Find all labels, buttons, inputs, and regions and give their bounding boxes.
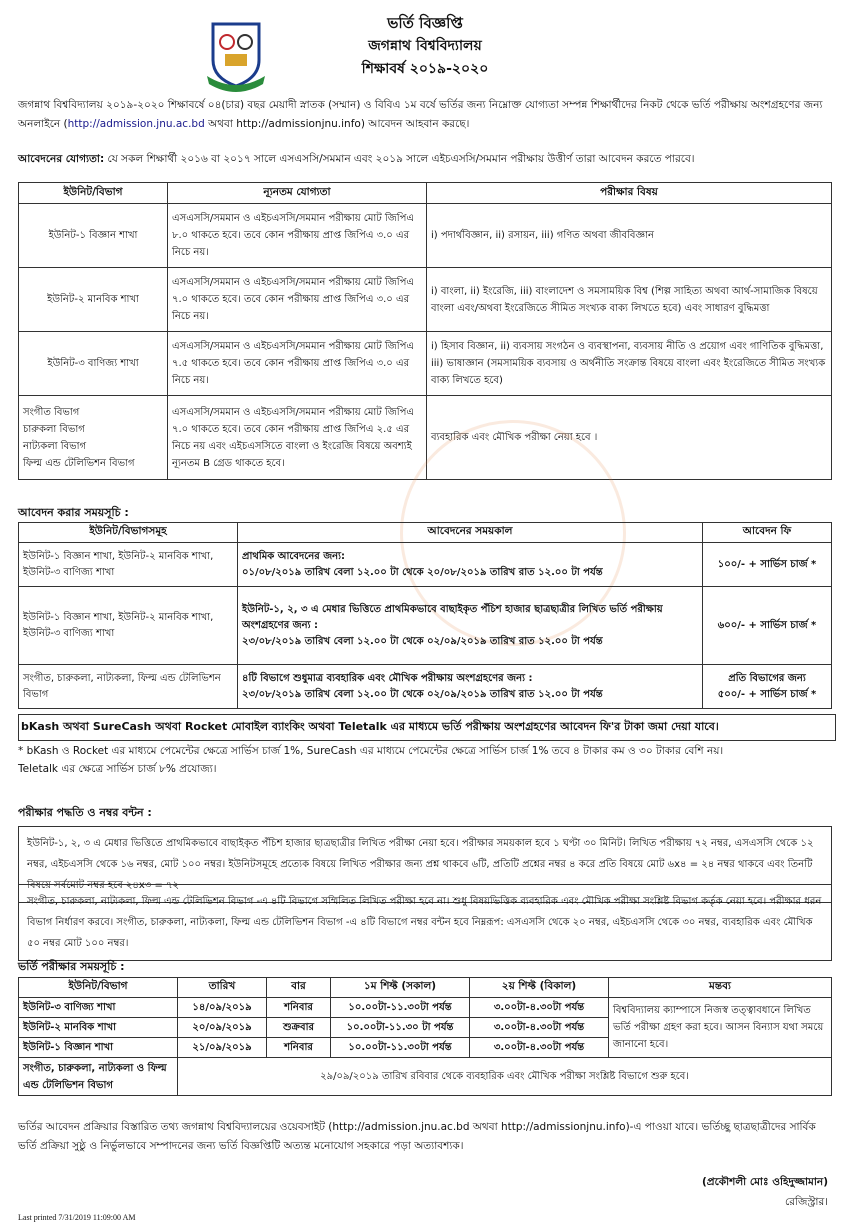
intro-text-2-mid: অথবা http://admissionjnu.info) আবেদন আহবান করছে। xyxy=(204,118,470,130)
written-exam-box: ইউনিট-১, ২, ৩ এ মেধার ভিত্তিতে প্রাথমিকভাবে বাছাইকৃত পঁচিশ হাজার ছাত্রছাত্রীর লিখিত পরীক্ষা নেয়া হবে। পরীক্ষার সময়কাল হবে ১ ঘণ্টা ৩০ মিনিট। লিখিত পরীক্ষায় ৭২ নম্বর, এসএসসি থেকে ১২ নম্বর, এইচএসসি থেকে ১৬ নম্বর, মোট ১০০ নম্বর। ইউনিটসমূহে প্রত্যেক বিষয়ে লিখিত পরীক্ষার জন্য প্রশ্ন থাকবে ৬টি, প্রতিটি প্রশ্নের নম্বর ৪ করে প্রতি বিষয়ে মোট ৬x৪ = ২৪ নম্বর থাকবে এবং তিনটি বিষয়ে সর্বমোট নম্বর হবে ২৪x৩ = ৭২ xyxy=(18,826,832,903)
shift-2-cell: ৩.০০টা-৪.৩০টা পর্যন্ত xyxy=(470,1038,609,1058)
period-cell xyxy=(238,665,703,709)
payment-methods-line: bKash অথবা SureCash অথবা Rocket মোবাইল ব্যাংকিং অথবা Teletalk এর মাধ্যমে ভর্তি পরীক্ষায় অংশগ্রহণের আবেদন ফি'র টাকা জমা দেয়া যাবে। xyxy=(18,714,836,741)
fee-cell xyxy=(703,665,832,709)
col-requirement: ন্যূনতম যোগ্যতা xyxy=(168,183,427,204)
payment-note-1: * bKash ও Rocket এর মাধ্যমে পেমেন্টের ক্ষেত্রে সার্ভিস চার্জ 1%, SureCash এর মাধ্যমে পেমেন্টের ক্ষেত্রে সার্ভিস চার্জ 1% তবে ৪ টাকার কম ও ৩০ টাকার বেশি নয়। xyxy=(18,745,724,757)
requirement-cell: এসএসসি/সমমান ও এইচএসসি/সমমান পরীক্ষায় মোট জিপিএ ৭.৫ থাকতে হবে। তবে কোন পরীক্ষায় প্রাপ্ত জিপিএ ৩.০ এর নিচে নয়। xyxy=(168,332,427,396)
col-day: বার xyxy=(267,978,331,998)
subject-cell: i) বাংলা, ii) ইংরেজি, iii) বাংলাদেশ ও সমসাময়িক বিশ্ব (শিল্প সাহিত্য অথবা আর্থ-সামাজিক বিষয়ে বাংলা এবং/অথবা ইংরেজিতে সীমিত সংখ্যক বাক্য লিখতে হবে) এবং সাধারণ বুদ্ধিমত্তা xyxy=(427,268,832,332)
signer-name: (প্রকৌশলী মোঃ ওহিদুজ্জামান) xyxy=(701,1176,828,1188)
table-header-row xyxy=(19,523,832,543)
col-shift-2: ২য় শিফ্ট (বিকাল) xyxy=(470,978,609,998)
day-cell: শনিবার xyxy=(267,1038,331,1058)
period-dates: ০১/০৮/২০১৯ তারিখ বেলা ১২.০০ টা থেকে ২০/০৮/২০১৯ তারিখ রাত ১২.০০ টা পর্যন্ত xyxy=(242,566,603,578)
intro-paragraph xyxy=(18,96,833,134)
date-cell: ১৪/০৯/২০১৯ xyxy=(178,998,267,1018)
payment-notes xyxy=(18,742,833,778)
col-units: ইউনিট/বিভাগসমূহ xyxy=(19,523,238,543)
shift-2-cell: ৩.০০টা-৪.৩০টা পর্যন্ত xyxy=(470,998,609,1018)
table-row xyxy=(19,268,832,332)
payment-note-2: Teletalk এর ক্ষেত্রে সার্ভিস চার্জ ৮% প্রযোজ্য। xyxy=(18,763,217,775)
table-row xyxy=(19,587,832,665)
exam-schedule-table xyxy=(18,977,832,1096)
table-header-row xyxy=(19,978,832,998)
exam-schedule-title: ভর্তি পরীক্ষার সময়সূচি : xyxy=(18,960,125,973)
application-schedule-table xyxy=(18,522,832,709)
table-row xyxy=(19,543,832,587)
requirement-cell: এসএসসি/সমমান ও এইচএসসি/সমমান পরীক্ষায় মোট জিপিএ ৭.০ থাকতে হবে। তবে কোন পরীক্ষায় প্রাপ্ত জিপিএ ৩.০ এর নিচে নয়। xyxy=(168,268,427,332)
intro-text-1: জগন্নাথ বিশ্ববিদ্যালয় ২০১৯-২০২০ শিক্ষাবর্ষে ০৪(চার) বছর মেয়াদী স্নাতক (সম্মান) ও বিবিএ ১ম বর্ষে ভর্তির জন্য নিম্নোক্ত যোগ্যতা সম্পন্ন শিক্ষার্থীদের নিকট থেকে ভর্তি পরীক্ষায় xyxy=(18,99,748,111)
period-dates: ২৩/০৮/২০১৯ তারিখ বেলা ১২.০০ টা থেকে ০২/০৯/২০১৯ তারিখ রাত ১২.০০ টা পর্যন্ত xyxy=(242,635,603,647)
shift-1-cell: ১০.০০টা-১১.৩০ টা পর্যন্ত xyxy=(331,1018,470,1038)
admission-link[interactable]: http://admission.jnu.ac.bd xyxy=(67,118,205,130)
academic-session: শিক্ষাবর্ষ ২০১৯-২০২০ xyxy=(361,61,489,77)
day-cell: শনিবার xyxy=(267,998,331,1018)
requirement-cell: এসএসসি/সমমান ও এইচএসসি/সমমান পরীক্ষায় মোট জিপিএ ৮.০ থাকতে হবে। তবে কোন পরীক্ষায় প্রাপ্ত জিপিএ ৩.০ এর নিচে নয়। xyxy=(168,204,427,268)
subject-cell: i) হিসাব বিজ্ঞান, ii) ব্যবসায় সংগঠন ও ব্যবস্থাপনা, ব্যবসায় নীতি ও প্রয়োগ এবং গাণিতিক বুদ্ধিমত্তা, iii) ভাষাজ্ঞান (সমসাময়িক ব্যবসায় ও অর্থনীতি সংক্রান্ত বিষয়ে বাংলা এবং ইংরেজিতে সীমিত সংখ্যক বাক্য লিখতে হবে) xyxy=(427,332,832,396)
period-title: প্রাথমিক আবেদনের জন্য: xyxy=(242,550,346,562)
table-row xyxy=(19,204,832,268)
subject-cell: ব্যবহারিক এবং মৌখিক পরীক্ষা নেয়া হবে । xyxy=(427,396,832,480)
date-cell: ২১/০৯/২০১৯ xyxy=(178,1038,267,1058)
fee-title: প্রতি বিভাগের জন্য xyxy=(728,672,806,684)
unit-cell: ইউনিট-৩ বাণিজ্য শাখা xyxy=(19,998,178,1018)
eligibility-text: যে সকল শিক্ষার্থী ২০১৬ বা ২০১৭ সালে এসএসসি/সমমান এবং ২০১৯ সালে এইচএসসি/সমমান পরীক্ষায় উত্তীর্ণ তারা আবেদন করতে পারবে। xyxy=(107,153,695,165)
practical-start-cell: ২৯/০৯/২০১৯ তারিখ রবিবার থেকে ব্যবহারিক এবং মৌখিক পরীক্ষা সংশ্লিষ্ট বিভাগে শুরু হবে। xyxy=(178,1058,832,1096)
footer-paragraph: ভর্তির আবেদন প্রক্রিয়ার বিস্তারিত তথ্য জগন্নাথ বিশ্ববিদ্যালয়ের ওয়েবসাইট (http://admission.jnu.ac.bd অথবা http://admissionjnu.info)-এ পাওয়া যাবে। ভর্তিচ্ছু ছাত্রছাত্রীদের সার্বিক ভর্তি প্রক্রিয়া সুষ্ঠু ও নির্ভুলভাবে সম্পাদনের জন্য ভর্তি বিজ্ঞপ্তিটি অত্যন্ত মনোযোগ সহকারে পড়া অত্যাবশ্যক। xyxy=(18,1121,816,1152)
signature-block xyxy=(702,1172,828,1212)
unit-requirements-table xyxy=(18,182,832,480)
notice-title: ভর্তি বিজ্ঞপ্তি xyxy=(387,14,463,32)
intro-text-2-pre: অংশগ্রহণের জন্য অনলাইনে ( xyxy=(18,99,823,130)
unit-cell: সংগীত বিভাগ চারুকলা বিভাগ নাট্যকলা বিভাগ ফিল্ম এন্ড টেলিভিশন বিভাগ xyxy=(19,396,168,480)
table-row xyxy=(19,665,832,709)
table-row xyxy=(19,332,832,396)
period-title: ইউনিট-১, ২, ৩ এ মেধার ভিত্তিতে প্রাথমিকভাবে বাছাইকৃত পঁচিশ হাজার ছাত্রছাত্রীর লিখিত ভর্তি পরীক্ষায় অংশগ্রহণের জন্য : xyxy=(242,603,663,631)
table-header-row xyxy=(19,183,832,204)
table-row xyxy=(19,1058,832,1096)
unit-cell: ইউনিট-১ বিজ্ঞান শাখা xyxy=(19,204,168,268)
col-unit: ইউনিট/বিভাগ xyxy=(19,183,168,204)
col-period: আবেদনের সময়কাল xyxy=(238,523,703,543)
subject-cell: i) পদার্থবিজ্ঞান, ii) রসায়ন, iii) গণিত অথবা জীববিজ্ঞান xyxy=(427,204,832,268)
fee-cell: ৬০০/- + সার্ভিস চার্জ * xyxy=(703,587,832,665)
requirement-cell: এসএসসি/সমমান ও এইচএসসি/সমমান পরীক্ষায় মোট জিপিএ ৭.০ থাকতে হবে। তবে কোন পরীক্ষায় প্রাপ্ত জিপিএ ২.৫ এর নিচে নয় এবং এইচএসসিতে বাংলা ও ইংরেজি বিষয়ে অবশ্যই ন্যূনতম B গ্রেড থাকতে হবে। xyxy=(168,396,427,480)
schedule-title: আবেদন করার সময়সূচি : xyxy=(18,506,129,519)
col-shift-1: ১ম শিফ্ট (সকাল) xyxy=(331,978,470,998)
last-printed: Last printed 7/31/2019 11:09:00 AM xyxy=(18,1213,136,1222)
unit-cell: ইউনিট-১ বিজ্ঞান শাখা xyxy=(19,1038,178,1058)
shift-2-cell: ৩.০০টা-৪.৩০টা পর্যন্ত xyxy=(470,1018,609,1038)
period-cell xyxy=(238,587,703,665)
unit-cell: ইউনিট-২ মানবিক শাখা xyxy=(19,1018,178,1038)
units-cell: সংগীত, চারুকলা, নাট্যকলা, ফিল্ম এন্ড টেলিভিশন বিভাগ xyxy=(19,665,238,709)
period-dates: ২৩/০৮/২০১৯ তারিখ বেলা ১২.০০ টা থেকে ০২/০৯/২০১৯ তারিখ রাত ১২.০০ টা পর্যন্ত xyxy=(242,688,603,700)
fee-cell: ১০০/- + সার্ভিস চার্জ * xyxy=(703,543,832,587)
practical-exam-box: সংগীত, চারুকলা, নাট্যকলা, ফিল্ম এন্ড টেলিভিশন বিভাগ -এ ৪টি বিভাগে সম্মিলিত লিখিত পরীক্ষা হবে না। শুধু বিষয়ভিত্তিক ব্যবহারিক এবং মৌখিক পরীক্ষা সংশ্লিষ্ট বিভাগ কর্তৃক নেয়া হবে। পরীক্ষার ধরন বিভাগ নির্ধারণ করবে। সংগীত, চারুকলা, নাট্যকলা, ফিল্ম এন্ড টেলিভিশন বিভাগ -এ ৪টি বিভাগে নম্বর বন্টন হবে নিম্নরূপ: এসএসসি থেকে ২০ নম্বর, এইচএসসি থেকে ৩০ নম্বর, ব্যবহারিক এবং মৌখিক ৫০ নম্বর মোট ১০০ নম্বর। xyxy=(18,884,832,961)
eligibility-line xyxy=(18,152,838,169)
method-title: পরীক্ষার পদ্ধতি ও নম্বর বন্টন : xyxy=(18,806,152,819)
col-remark: মন্তব্য xyxy=(609,978,832,998)
col-subject: পরীক্ষার বিষয় xyxy=(427,183,832,204)
period-cell xyxy=(238,543,703,587)
col-fee: আবেদন ফি xyxy=(703,523,832,543)
shift-1-cell: ১০.০০টা-১১.৩০টা পর্যন্ত xyxy=(331,1038,470,1058)
day-cell: শুক্রবার xyxy=(267,1018,331,1038)
signer-designation: রেজিস্ট্রার। xyxy=(785,1196,828,1208)
fee-amount: ৫০০/- + সার্ভিস চার্জ * xyxy=(717,688,817,700)
shift-1-cell: ১০.০০টা-১১.৩০টা পর্যন্ত xyxy=(331,998,470,1018)
col-date: তারিখ xyxy=(178,978,267,998)
eligibility-label: আবেদনের যোগ্যতা: xyxy=(18,153,105,165)
period-title: ৪টি বিভাগে শুধুমাত্র ব্যবহারিক এবং মৌখিক পরীক্ষায় অংশগ্রহণের জন্য : xyxy=(242,672,533,684)
unit-cell: সংগীত, চারুকলা, নাট্যকলা ও ফিল্ম এন্ড টেলিভিশন বিভাগ xyxy=(19,1058,178,1096)
table-row xyxy=(19,998,832,1018)
col-unit: ইউনিট/বিভাগ xyxy=(19,978,178,998)
university-name: জগন্নাথ বিশ্ববিদ্যালয় xyxy=(368,38,482,54)
unit-cell: ইউনিট-৩ বাণিজ্য শাখা xyxy=(19,332,168,396)
units-cell: ইউনিট-১ বিজ্ঞান শাখা, ইউনিট-২ মানবিক শাখা, ইউনিট-৩ বাণিজ্য শাখা xyxy=(19,543,238,587)
units-cell: ইউনিট-১ বিজ্ঞান শাখা, ইউনিট-২ মানবিক শাখা, ইউনিট-৩ বাণিজ্য শাখা xyxy=(19,587,238,665)
remark-cell: বিশ্ববিদ্যালয় ক্যাম্পাসে নিজস্ব তত্ত্বাবধানে লিখিত ভর্তি পরীক্ষা গ্রহণ করা হবে। আসন বিন্যাস যথা সময়ে জানানো হবে। xyxy=(609,998,832,1058)
unit-cell: ইউনিট-২ মানবিক শাখা xyxy=(19,268,168,332)
date-cell: ২০/০৯/২০১৯ xyxy=(178,1018,267,1038)
